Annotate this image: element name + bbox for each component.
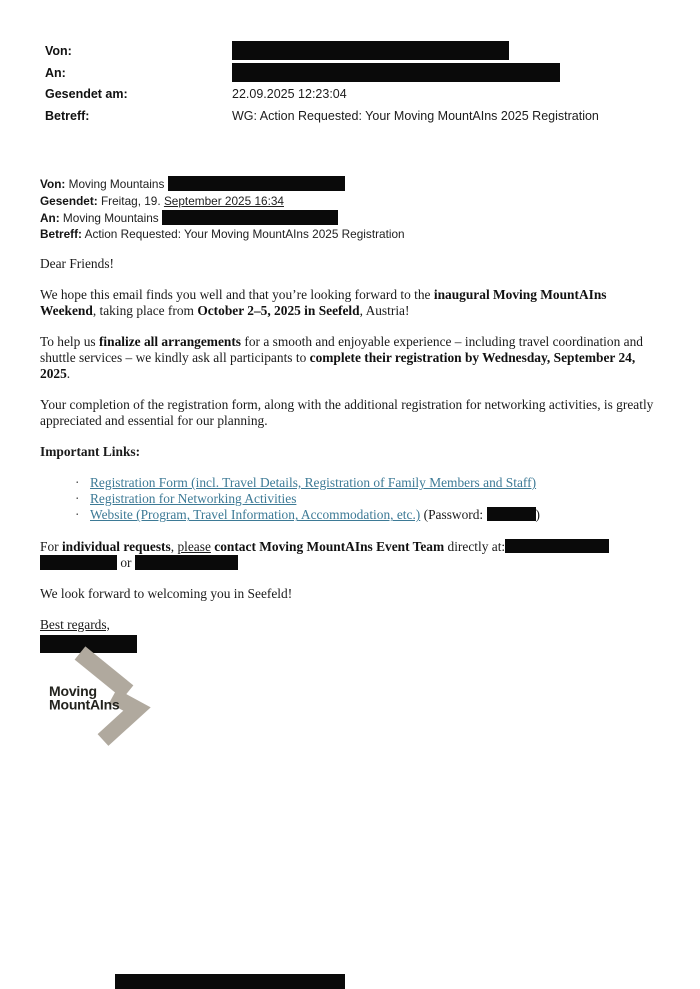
bullet-icon: · bbox=[75, 507, 80, 523]
fwd-row-von bbox=[40, 176, 405, 193]
p1-text3: , Austria! bbox=[359, 303, 410, 318]
von-label: Von: bbox=[45, 44, 72, 58]
p4-or-text: or bbox=[117, 554, 135, 570]
p1-bold-date: October 2–5, 2025 in Seefeld bbox=[197, 303, 360, 318]
paragraph-deadline bbox=[40, 334, 660, 382]
logo-text-line2: MountAIns bbox=[49, 696, 120, 713]
p2-bold-arrangements: finalize all arrangements bbox=[98, 334, 242, 349]
fwd-von-label: Von: bbox=[40, 177, 66, 191]
sent-timestamp: 22.09.2025 12:23:04 bbox=[232, 87, 347, 101]
fwd-gesendet-value: Freitag, 19. bbox=[97, 193, 164, 208]
fwd-row-an bbox=[40, 210, 405, 227]
gesendet-am-label: Gesendet am: bbox=[45, 87, 128, 101]
moving-mountains-logo bbox=[40, 645, 165, 753]
fwd-gesendet-value-underlined: September 2025 16:34 bbox=[163, 193, 284, 208]
redaction-bar-fwd-to bbox=[162, 210, 338, 225]
paragraph-contact bbox=[40, 539, 660, 571]
paragraph-welcome bbox=[40, 287, 660, 319]
redaction-bar-fwd-from bbox=[168, 176, 345, 191]
fwd-an-label: An: bbox=[40, 210, 60, 225]
betreff-label: Betreff: bbox=[45, 108, 90, 123]
password-pre-text: (Password: bbox=[420, 507, 487, 523]
p2-text: To help us bbox=[40, 334, 99, 349]
mail-header bbox=[45, 41, 599, 127]
redaction-bar-from bbox=[232, 41, 509, 60]
link-item-networking bbox=[40, 491, 660, 507]
p4-text: For bbox=[40, 538, 62, 554]
link-item-website bbox=[40, 507, 660, 523]
p1-bold-event: inaugural Moving MountAIns Weekend bbox=[40, 287, 607, 318]
closing-text: Best regards, bbox=[40, 616, 110, 632]
p4-text4: directly at: bbox=[444, 538, 506, 554]
subject-value: WG: Action Requested: Your Moving MountAIns 2025 Registration bbox=[232, 108, 599, 123]
p4-bold-event-team: contact Moving MountAIns Event Team bbox=[214, 538, 445, 554]
fwd-row-gesendet bbox=[40, 193, 405, 210]
redaction-bar-contact-2 bbox=[40, 555, 117, 570]
logo-text-line1: Moving bbox=[49, 683, 97, 699]
fwd-row-betreff bbox=[40, 226, 405, 243]
fwd-von-value: Moving Mountains bbox=[65, 177, 168, 191]
password-post-text: ) bbox=[535, 507, 540, 523]
fwd-gesendet-label: Gesendet: bbox=[40, 193, 98, 208]
p1-text2: , taking place from bbox=[92, 303, 198, 318]
bullet-icon: · bbox=[75, 475, 80, 490]
p4-underlined-please: please bbox=[177, 538, 211, 554]
header-row-gesendet bbox=[45, 84, 599, 106]
p4-bold-requests: individual requests bbox=[61, 538, 171, 554]
p2-text2: for a smooth and enjoyable experience – including travel coordination and shuttle services – we kindly ask all participants to bbox=[40, 334, 643, 365]
p4-text2: , bbox=[170, 538, 178, 554]
paragraph-farewell: We look forward to welcoming you in Seefeld! bbox=[40, 585, 293, 601]
networking-registration-link[interactable]: Registration for Networking Activities bbox=[90, 491, 297, 507]
fwd-an-value: Moving Mountains bbox=[59, 210, 162, 225]
bullet-icon: · bbox=[75, 491, 80, 507]
p2-bold-deadline: complete their registration by Wednesday, September 24, 2025 bbox=[40, 350, 636, 381]
redaction-bar-footer bbox=[115, 974, 345, 989]
p1-text: We hope this email finds you well and that you’re looking forward to the bbox=[40, 287, 434, 302]
p2-text3: . bbox=[66, 366, 71, 381]
redaction-bar-contact-3 bbox=[135, 555, 238, 570]
email-body bbox=[40, 256, 660, 653]
paragraph-appreciation: Your completion of the registration form, along with the additional registration for networking activities, is greatly appreciated and essential for our planning. bbox=[40, 397, 654, 428]
greeting: Dear Friends! bbox=[40, 256, 114, 271]
important-links-heading: Important Links: bbox=[40, 444, 141, 459]
header-row-von bbox=[45, 41, 599, 63]
redaction-bar-password bbox=[487, 507, 536, 521]
header-row-betreff bbox=[45, 106, 599, 128]
header-row-an bbox=[45, 63, 599, 85]
redaction-bar-to bbox=[232, 63, 560, 82]
website-link[interactable]: Website (Program, Travel Information, Accommodation, etc.) bbox=[90, 507, 421, 523]
forwarded-mail-header bbox=[40, 176, 405, 243]
fwd-subject-value: Action Requested: Your Moving MountAIns 2025 Registration bbox=[81, 227, 405, 242]
redaction-bar-contact-1 bbox=[505, 539, 609, 553]
fwd-betreff-label: Betreff: bbox=[40, 227, 82, 242]
an-label: An: bbox=[45, 65, 66, 80]
registration-form-link[interactable]: Registration Form (incl. Travel Details, Registration of Family Members and Staff) bbox=[90, 475, 537, 490]
link-item-registration-form bbox=[40, 475, 660, 491]
